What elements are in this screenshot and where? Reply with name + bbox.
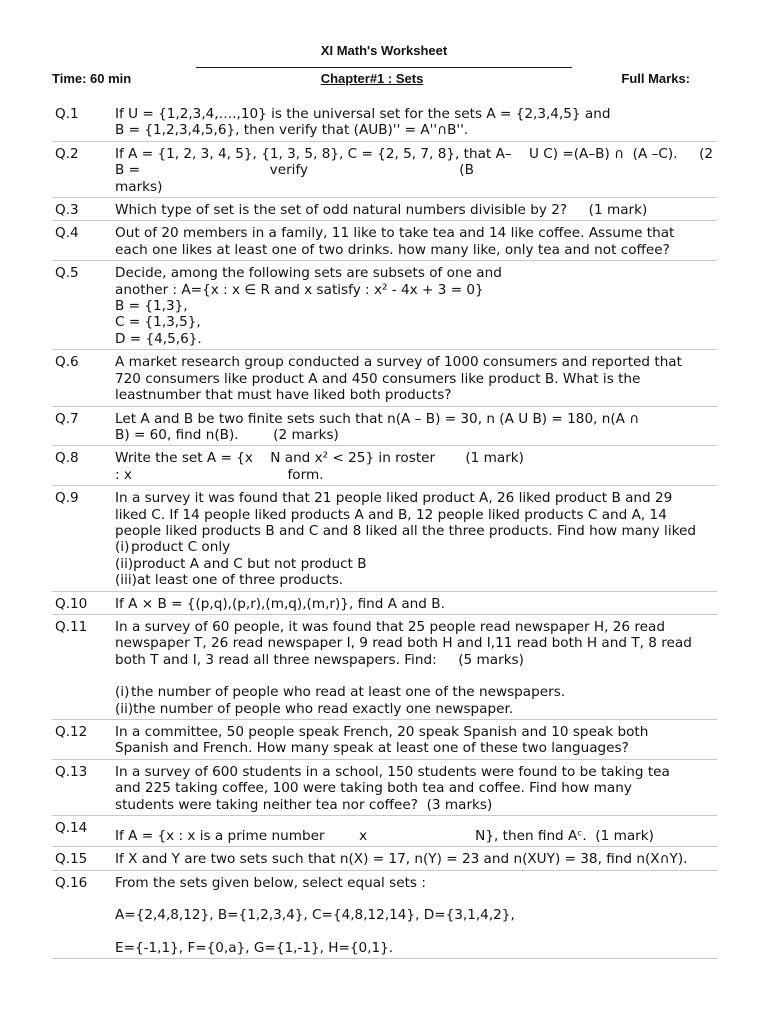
question-line: C = {1,3,5}, [115, 314, 201, 331]
question-line: liked C. If 14 people liked products A and B, 12 people liked products C and A, 14 [115, 506, 667, 523]
question-number: Q.5 [55, 265, 79, 282]
question-line: If A = {x : x is a prime number x N}, then find Aᶜ. (1 mark) [115, 828, 654, 845]
question-number: Q.11 [55, 618, 88, 635]
question-row [52, 102, 717, 142]
question-number: Q.16 [55, 874, 88, 891]
sub-question [115, 701, 717, 717]
question-text [115, 596, 717, 612]
question-line: From the sets given below, select equal sets : [115, 874, 426, 891]
question-number: Q.6 [55, 354, 79, 371]
question-row [52, 142, 717, 198]
question-number: Q.9 [55, 490, 79, 507]
question-line: E={-1,1}, F={0,a}, G={1,-1}, H={0,1}. [115, 939, 394, 956]
question-line: Decide, among the following sets are subsets of one and [115, 265, 502, 282]
question-number: Q.13 [55, 763, 88, 780]
question-line: B = {1,3}, [115, 298, 188, 315]
question-line: A market research group conducted a survey of 1000 consumers and reported that [115, 354, 682, 371]
question-line: people liked products B and C and 8 liked all the three products. Find how many liked [115, 522, 696, 539]
question-row [52, 261, 717, 350]
question-number: Q.14 [55, 820, 88, 837]
question-line: A={2,4,8,12}, B={1,2,3,4}, C={4,8,12,14}, D={3,1,4,2}, [115, 907, 515, 924]
worksheet-header [52, 71, 692, 89]
title-rule [196, 67, 572, 68]
question-row [52, 816, 717, 847]
question-row [52, 198, 717, 221]
sub-question [115, 539, 717, 555]
sub-question-label: (i) [115, 684, 130, 701]
question-text [115, 146, 717, 195]
question-line: Let A and B be two finite sets such that n(A – B) = 30, n (A U B) = 180, n(A ∩ [115, 410, 640, 427]
question-line: B = verify (B [115, 162, 474, 179]
page-title: XI Math's Worksheet [320, 43, 448, 58]
question-text [115, 820, 717, 844]
question-line: leastnumber that must have liked both products? [115, 387, 452, 404]
question-line: Write the set A = {x N and x² < 25} in roster (1 mark) [115, 450, 524, 467]
question-line: : x form. [115, 466, 324, 483]
question-line: 720 consumers like product A and 450 consumers like product B. What is the [115, 370, 641, 387]
sub-question-text: the number of people who read at least one of the newspapers. [131, 684, 566, 701]
question-number: Q.12 [55, 724, 88, 740]
question-line: B = {1,2,3,4,5,6}, then verify that (AUB)'' = A''∩B''. [115, 122, 469, 139]
question-text [115, 354, 717, 403]
question-line: If X and Y are two sets such that n(X) = 17, n(Y) = 23 and n(XUY) = 38, find n(X∩Y). [115, 851, 688, 868]
sub-question-label: (ii) [115, 555, 134, 572]
question-line [115, 891, 717, 907]
question-row [52, 221, 717, 261]
question-number: Q.15 [55, 851, 88, 868]
question-row [52, 486, 717, 591]
question-text [115, 411, 717, 444]
question-text [115, 724, 717, 757]
spacer [115, 820, 717, 828]
sub-question [115, 572, 717, 588]
sub-question-label: (iii) [115, 572, 137, 589]
question-line: B) = 60, find n(B). (2 marks) [115, 426, 339, 443]
questions-table [52, 102, 717, 959]
question-line: both T and I, 3 read all three newspapers. Find: (5 marks) [115, 651, 524, 668]
question-line: each one likes at least one of two drinks. how many like, only tea and not coffee? [115, 241, 670, 258]
question-number: Q.8 [55, 450, 79, 467]
question-line: In a survey it was found that 21 people liked product A, 26 liked product B and 29 [115, 490, 673, 507]
question-row [52, 760, 717, 816]
question-text [115, 265, 717, 347]
question-line: In a committee, 50 people speak French, 20 speak Spanish and 10 speak both [115, 724, 649, 740]
question-number: Q.4 [55, 225, 79, 242]
question-line: In a survey of 60 people, it was found that 25 people read newspaper H, 26 read [115, 618, 665, 635]
question-row [52, 592, 717, 615]
time-label: Time: 60 min [52, 71, 132, 86]
question-line: If U = {1,2,3,4,….,10} is the universal set for the sets A = {2,3,4,5} and [115, 106, 611, 122]
question-row [52, 446, 717, 486]
question-line: Spanish and French. How many speak at least one of these two languages? [115, 740, 629, 757]
question-text [115, 764, 717, 813]
question-text [115, 619, 717, 717]
sub-question [115, 556, 717, 572]
question-text [115, 875, 717, 956]
question-line: If A = {1, 2, 3, 4, 5}, {1, 3, 5, 8}, C = {2, 5, 7, 8}, that A– U C) =(A–B) ∩ (A –C). (2 [115, 145, 714, 162]
sub-question [115, 684, 717, 700]
question-line: marks) [115, 178, 163, 195]
sub-question-label: (ii) [115, 700, 134, 717]
question-line [115, 924, 717, 940]
question-row [52, 615, 717, 720]
sub-question-text: product C only [131, 539, 231, 556]
question-text [115, 851, 717, 867]
question-number: Q.1 [55, 106, 79, 122]
question-line: In a survey of 600 students in a school, 150 students were found to be taking tea [115, 763, 670, 780]
sub-question-text: at least one of three products. [136, 572, 344, 589]
sub-question-text: the number of people who read exactly one newspaper. [133, 700, 514, 717]
question-line: another : A={x : x ∈ R and x satisfy : x² - 4x + 3 = 0} [115, 281, 484, 298]
question-row [52, 720, 717, 760]
question-number: Q.2 [55, 145, 79, 162]
question-text [115, 490, 717, 588]
question-number: Q.3 [55, 202, 79, 219]
question-line: If A × B = {(p,q),(p,r),(m,q),(m,r)}, find A and B. [115, 595, 445, 612]
question-row [52, 871, 717, 959]
question-line: D = {4,5,6}. [115, 330, 202, 347]
chapter-label: Chapter#1 : Sets [320, 71, 424, 86]
question-line: Out of 20 members in a family, 11 like to take tea and 14 like coffee. Assume that [115, 225, 675, 242]
sub-question-text: product A and C but not product B [133, 555, 367, 572]
question-text [115, 106, 717, 139]
question-row [52, 350, 717, 406]
question-text [115, 225, 717, 258]
question-number: Q.7 [55, 410, 79, 427]
question-text [115, 202, 717, 218]
question-row [52, 847, 717, 870]
blank-line [115, 668, 717, 684]
question-text [115, 450, 717, 483]
question-row [52, 407, 717, 447]
question-line: newspaper T, 26 read newspaper I, 9 read both H and I,11 read both H and T, 8 read [115, 635, 692, 652]
question-line: Which type of set is the set of odd natural numbers divisible by 2? (1 mark) [115, 202, 648, 219]
full-marks-label: Full Marks: [621, 71, 690, 86]
question-line: and 225 taking coffee, 100 were taking both tea and coffee. Find how many [115, 780, 632, 797]
sub-question-label: (i) [115, 539, 130, 556]
question-line: students were taking neither tea nor coffee? (3 marks) [115, 796, 493, 813]
question-number: Q.10 [55, 595, 88, 612]
